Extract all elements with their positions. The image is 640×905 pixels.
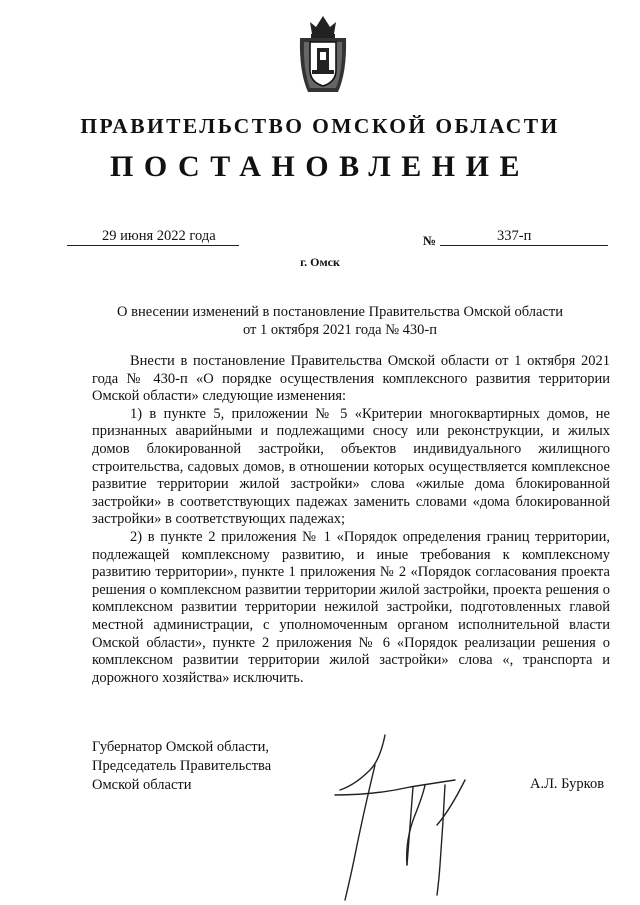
- date-underline: [67, 245, 239, 246]
- signatory-title-line-3: Омской области: [92, 777, 192, 793]
- number-underline: [440, 245, 608, 246]
- signatory-title-line-2: Председатель Правительства: [92, 758, 272, 774]
- signatory-name: А.Л. Бурков: [530, 776, 605, 792]
- signatory-title: [92, 738, 271, 795]
- document-number: 337-п: [497, 228, 532, 244]
- title-line-1: О внесении изменений в постановление Правительства Омской области: [117, 304, 563, 320]
- organization-heading: ПРАВИТЕЛЬСТВО ОМСКОЙ ОБЛАСТИ: [80, 114, 560, 138]
- document-body: [92, 353, 610, 687]
- body-paragraph-2: 1) в пункте 5, приложении № 5 «Критерии многоквартирных домов, не признанных аварийными и подлежащими сносу или реконструкции, и жилых домов блокированной застройки, объектов индивидуального жилищного строительства, садовых домов, в отношении которых осуществляется комплексное развитие территории жилой застройки» слова «жилые дома блокированной застройки» в соответствующих падежах заменить словами «дома блокированной застройки» в соответствующих падежах;: [92, 405, 610, 528]
- document-type-heading: ПОСТАНОВЛЕНИЕ: [110, 150, 530, 183]
- body-paragraph-1: Внести в постановление Правительства Омской области от 1 октября 2021 года № 430-п «О порядке осуществления комплексного развития территории Омской области» следующие изменения:: [92, 353, 610, 405]
- document-date: 29 июня 2022 года: [102, 228, 216, 244]
- document-title: [60, 303, 620, 339]
- coat-of-arms-emblem: [298, 12, 348, 94]
- number-sign: №: [423, 233, 437, 248]
- body-paragraph-3: 2) в пункте 2 приложения № 1 «Порядок определения границ территории, подлежащей комплексному развитию, и иные требования к комплексному развитию территории», пункте 1 приложения № 2 «Порядок согласования проекта решения о комплексном развитии территории жилой застройки, проекта решения о комплексном развитии территории нежилой застройки, подготовленных главой местной администрации, с уполномоченным органом исполнительной власти Омской области», пункте 2 приложения № 6 «Порядок реализации решения о комплексном развитии территории жилой застройки» слова «, транспорта и дорожного хозяйства» исключить.: [92, 528, 610, 686]
- handwritten-signature: [315, 725, 490, 905]
- city-label: г. Омск: [300, 255, 340, 269]
- title-line-2: от 1 октября 2021 года № 430-п: [242, 322, 437, 338]
- signatory-title-line-1: Губернатор Омской области,: [92, 739, 269, 755]
